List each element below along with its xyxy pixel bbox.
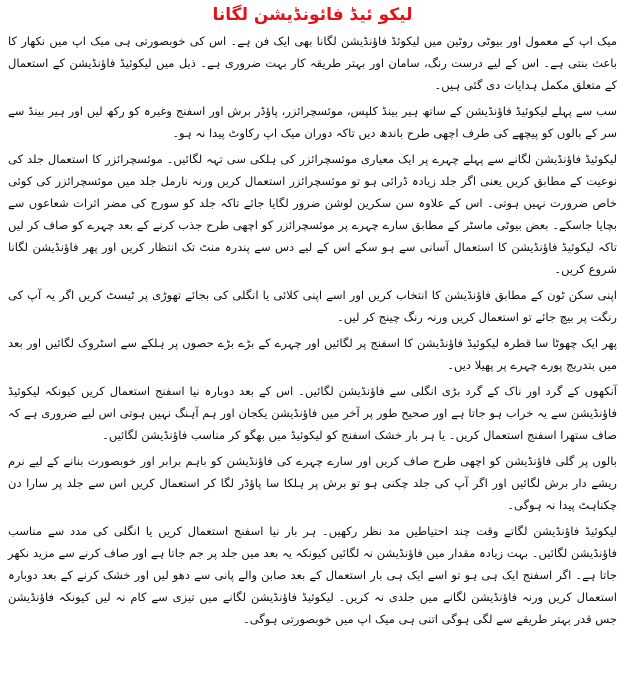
paragraph-preparation: سب سے پہلے لیکوئیڈ فاؤنڈیشن کے ساتھ ہیر بینڈ کلپس، موئسچرائزر، پاؤڈر برش اور اسفنج وغیرہ کو رکھ لیں اور ہیر بینڈ سے سر کے بالوں کو پیچھے کی طرف اچھی طرح باندھ دیں تاکہ دوران میک اپ رکاوٹ پیدا نہ ہو۔ — [8, 104, 617, 140]
paragraph-intro: میک اپ کے معمول اور بیوٹی روٹین میں لیکوئڈ فاؤنڈیشن لگانا بھی ایک فن ہے۔ اس کی خوبصورتی ہی میک اپ میں نکھار کا باعث بنتی ہے۔ اس کے لیے درست رنگ، سامان اور بہتر طریقہ کار بہت ضروری ہے۔ ذیل میں لیکوئیڈ فاؤنڈیشن کے استعمال کے متعلق مکمل ہدایات دی گئی ہیں۔ — [8, 34, 617, 92]
article-title: لیکو ئیڈ فائونڈیشن لگانا — [212, 5, 413, 25]
paragraph-skin-tone: اپنی سکن ٹون کے مطابق فاؤنڈیشن کا انتخاب کریں اور اسے اپنی کلائی یا انگلی کی بجائے تھوڑی پر ٹیسٹ کریں اگر یہ آپ کی رنگت پر بیچ جائے تو استعمال کریں ورنہ رنگ چینج کر لیں۔ — [8, 288, 617, 324]
paragraph-application: پھر ایک چھوٹا سا قطرہ لیکوئیڈ فاؤنڈیشن کا اسفنج پر لگائیں اور چہرے کے بڑے بڑے حصوں پر ہلکے سے اسٹروک لگائیں اور بعد میں بتدریج پورے چہرے پر پھیلا دیں۔ — [8, 336, 617, 372]
paragraph-blending: بالوں پر گلی فاؤنڈیشن کو اچھی طرح صاف کریں اور سارے چہرے کی فاؤنڈیشن کو باہم برابر اور خوبصورت بنانے کے لیے نرم ریشے دار برش لگائیں اور اگر آپ کی جلد چکنی ہو تو برش پر ہلکا سا پاؤڈر لگا کر استعمال کریں اس سے جلد پر سارا دن چکناہٹ پیدا نہ ہوگی۔ — [8, 454, 617, 512]
paragraph-precautions: لیکوئیڈ فاؤنڈیشن لگاتے وقت چند احتیاطیں مد نظر رکھیں۔ ہر بار نیا اسفنج استعمال کریں یا انگلی کی مدد سے مناسب فاؤنڈیشن لگائیں۔ بہت زیادہ مقدار میں فاؤنڈیشن نہ لگائیں کیونکہ یہ بعد میں جلد پر جم جاتا ہے اور صاف کرنے سے مزید نکھر جاتا ہے۔ اگر اسفنج ایک ہی ہو تو اسے ایک ہی بار استعمال کے بعد صابن والے پانی سے دھو لیں اور خشک کرنے کے بعد دوبارہ استعمال کریں ورنہ فاؤنڈیشن لگانے میں جلدی نہ کریں۔ لیکوئیڈ فاؤنڈیشن لگانے میں تیزی سے کام نہ لیں کیونکہ فاؤنڈیشن جس قدر بہتر طریقے سے لگی ہوگی اتنی ہی میک اپ میں خوبصورتی ہوگی۔ — [8, 524, 617, 626]
paragraph-eyes-nose: آنکھوں کے گرد اور ناک کے گرد بڑی انگلی سے فاؤنڈیشن لگائیں۔ اس کے بعد دوبارہ نیا اسفنج استعمال کریں کیونکہ لیکوئیڈ فاؤنڈیشن سے یہ خراب ہو جاتا ہے اور صحیح طور پر آخر میں فاؤنڈیشن یکجان اور ہم آہنگ نہیں ہوتی اس لیے ضروری ہے کہ صاف ستھرا اسفنج استعمال کریں۔ یا ہر بار خشک اسفنج کو لیکوئیڈ میں بھگو کر مناسب فاؤنڈیشن لگائیں۔ — [8, 384, 617, 442]
paragraph-moisturizer: لیکوئیڈ فاؤنڈیشن لگانے سے پہلے چہرے پر ایک معیاری موئسچرائزر کی ہلکی سی تہہ لگائیں۔ موئسچرائزر کا استعمال جلد کی نوعیت کے مطابق کریں یعنی اگر جلد زیادہ ڈرائی ہو تو موئسچرائزر استعمال کریں ورنہ نارمل جلد میں موئسچرائزر کی کوئی خاص ضرورت نہیں ہوتی۔ اس کے علاوہ سن سکرین لوشن ضرور لگایا جائے تاکہ جلد کو سورج کی مضر اثرات شعاعوں سے بچایا جاسکے۔ بعض بیوٹی ماسٹر کے مطابق سارے چہرے پر موئسچرائزر کو اچھی طرح جذب کرنے کے بعد چہرے کو صاف کر لیں تاکہ لیکوئیڈ فاؤنڈیشن کا استعمال آسانی سے ہو سکے اس کے لیے دس سے پندرہ منٹ تک انتظار کریں اور پھر فاؤنڈیشن لگانا شروع کریں۔ — [8, 152, 617, 276]
